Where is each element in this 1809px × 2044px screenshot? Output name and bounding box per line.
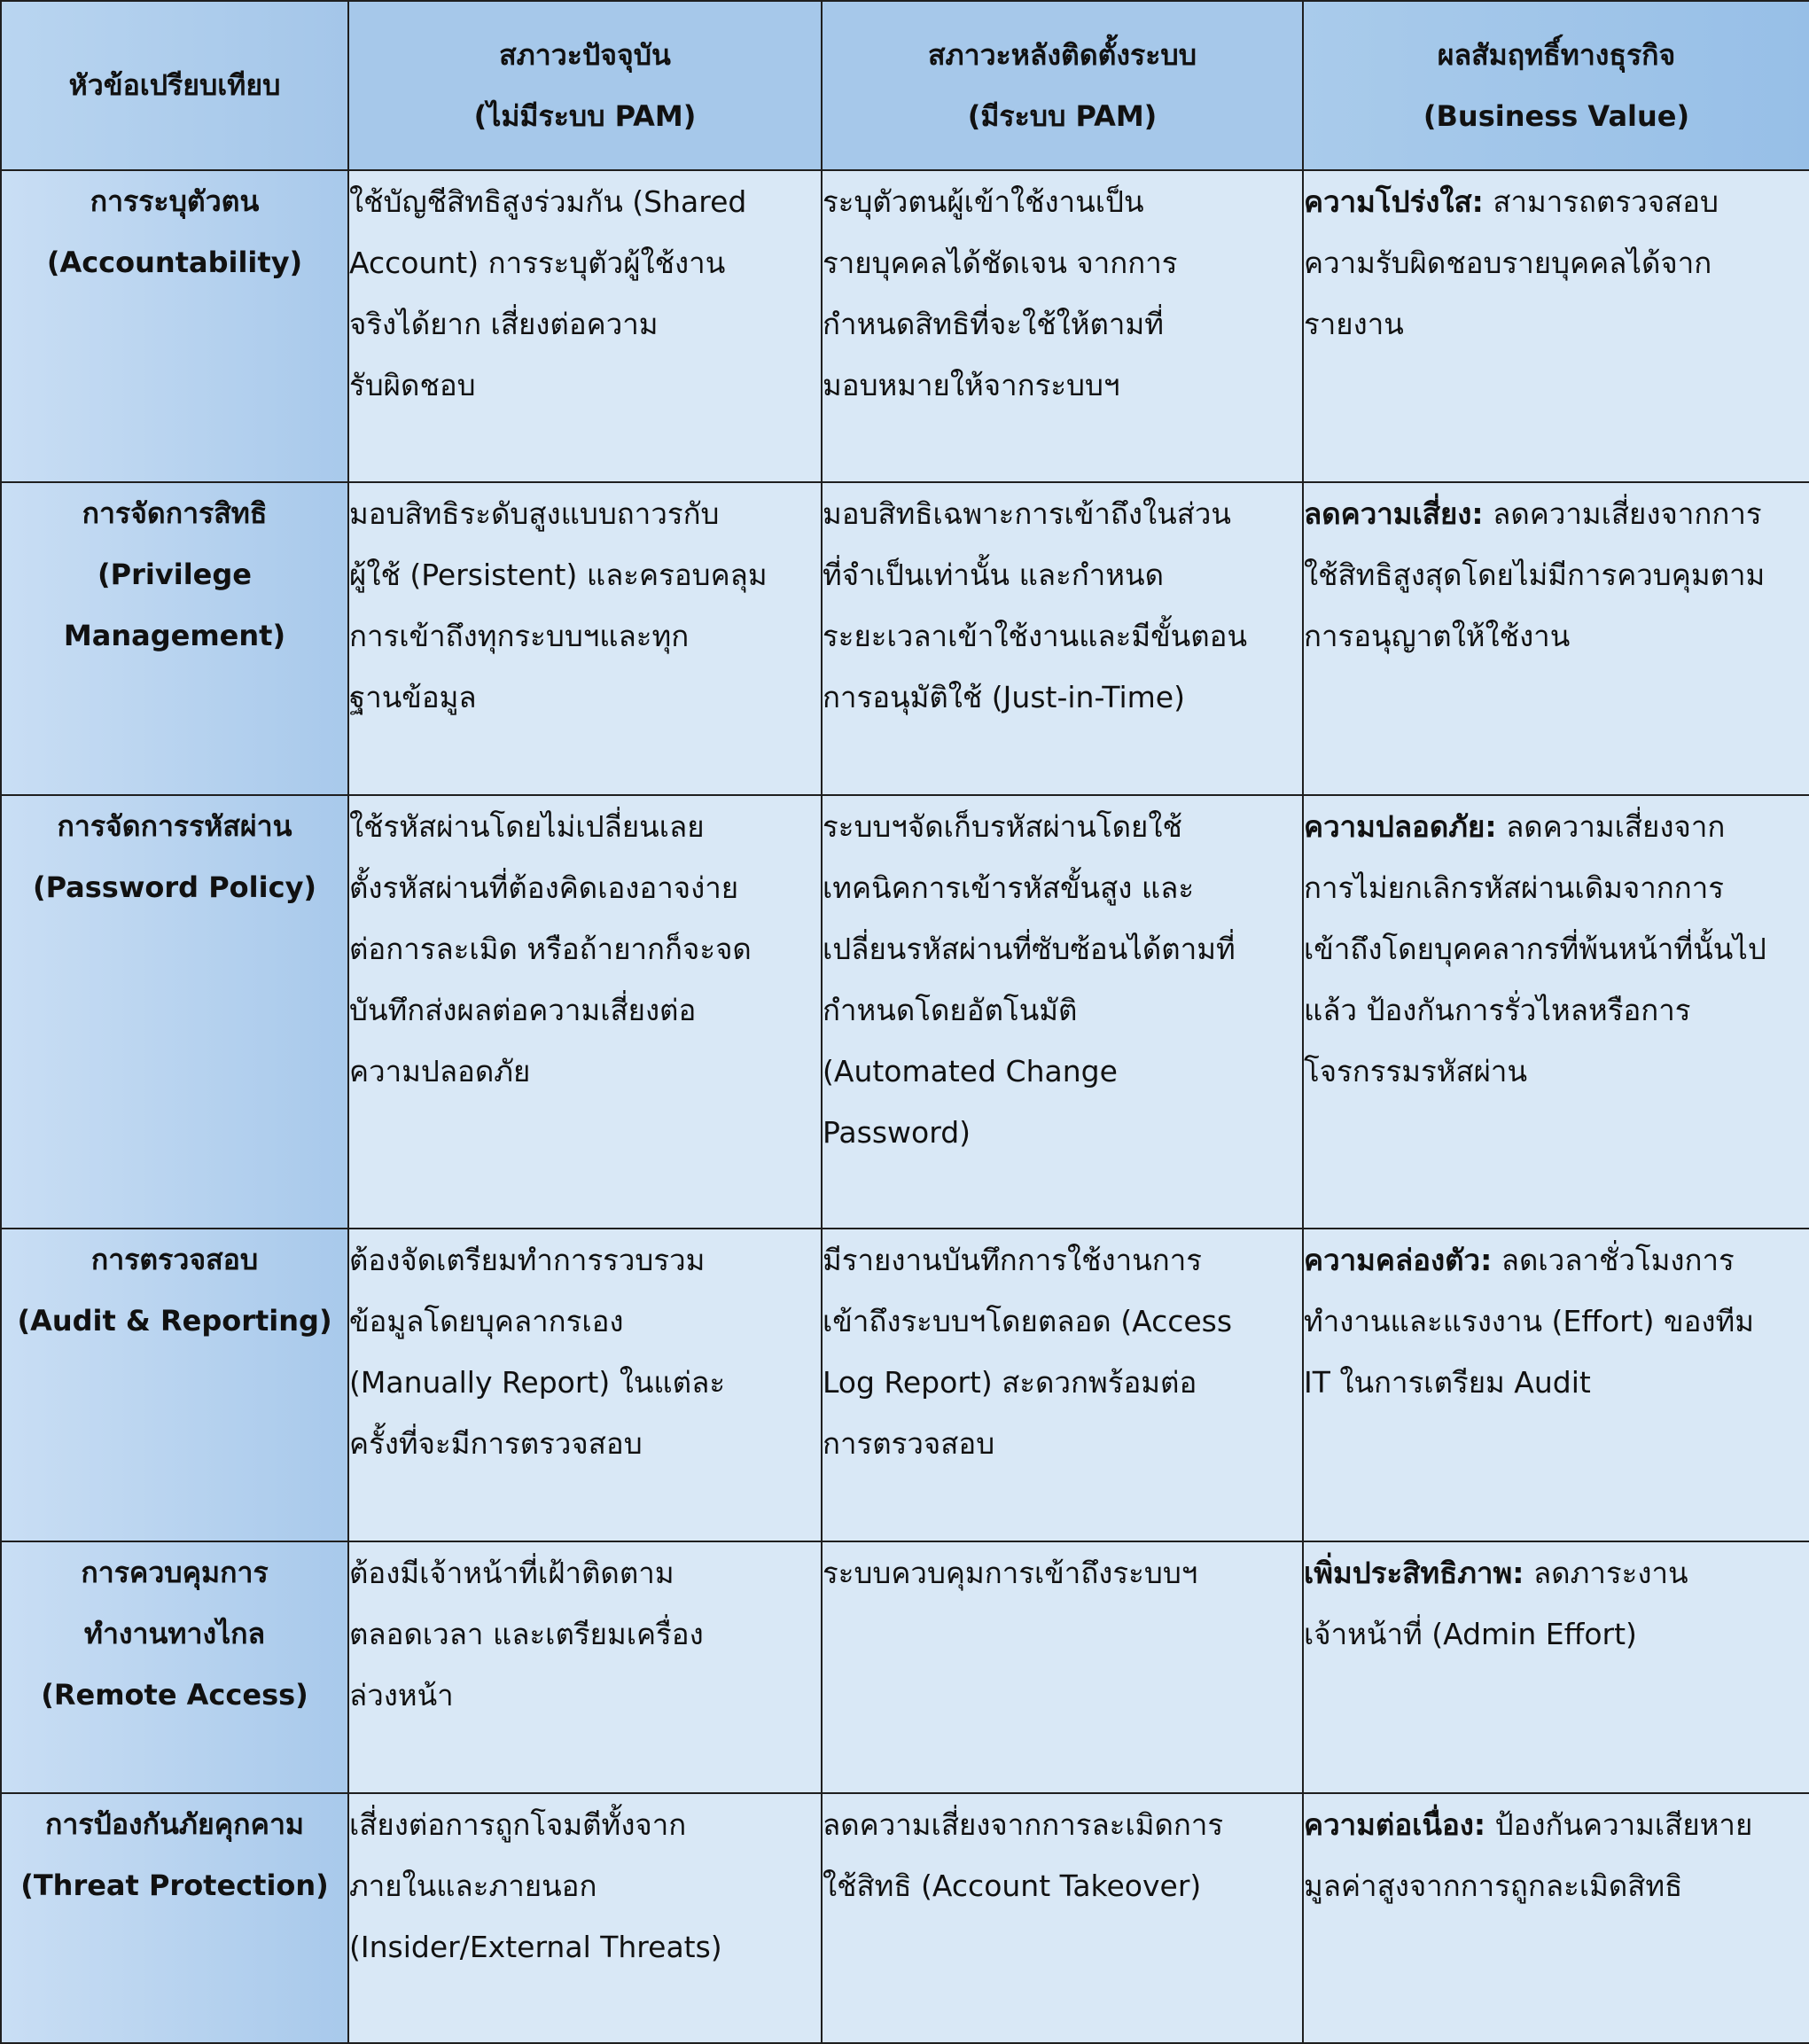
text-line: เสี่ยงต่อการถูกโจมตีทั้งจาก (349, 1807, 687, 1842)
text-line: ลดความเสี่ยงจากการละเมิดการ (823, 1807, 1224, 1842)
text-line: (Automated Change (823, 1054, 1118, 1088)
row-topic (1, 1229, 348, 1541)
text-line: กำหนดโดยอัตโนมัติ (823, 993, 1078, 1027)
current-state-cell (348, 1793, 822, 2043)
text-line: เข้าถึงโดยบุคคลากรที่พ้นหน้าที่นั้นไป (1304, 932, 1766, 966)
value-text: สามารถตรวจสอบ (1483, 184, 1719, 219)
after-state-cell (822, 795, 1303, 1229)
topic-line: (Accountability) (46, 246, 303, 279)
text-line: เจ้าหน้าที่ (Admin Effort) (1304, 1617, 1637, 1651)
text-line: ผู้ใช้ (Persistent) และครอบคลุม (349, 558, 768, 592)
topic-line: (Remote Access) (41, 1678, 308, 1712)
text-line: การตรวจสอบ (823, 1426, 995, 1461)
text-line: (Insider/External Threats) (349, 1930, 722, 1964)
header-current-line: (ไม่มีระบบ PAM) (473, 98, 697, 133)
text-line: การอนุญาตให้ใช้งาน (1304, 619, 1571, 653)
text-line: ทำงานและแรงงาน (Effort) ของทีม (1304, 1304, 1755, 1338)
text-line: รับผิดชอบ (349, 368, 476, 402)
topic-line: (Audit & Reporting) (17, 1304, 332, 1338)
text-line: Account) การระบุตัวผู้ใช้งาน (349, 246, 726, 280)
text-line: ระยะเวลาเข้าใช้งานและมีขั้นตอน (823, 619, 1248, 653)
header-value-line: (Business Value) (1423, 98, 1690, 133)
topic-line: (Password Policy) (32, 870, 317, 904)
text-line: ฐานข้อมูล (349, 680, 477, 714)
header-row (1, 1, 1809, 170)
header-current (348, 1, 822, 170)
value-keyword: เพิ่มประสิทธิภาพ: (1304, 1556, 1524, 1590)
text-line: ข้อมูลโดยบุคลากรเอง (349, 1304, 624, 1338)
text-line: ใช้สิทธิ (Account Takeover) (823, 1868, 1202, 1903)
text-line: เปลี่ยนรหัสผ่านที่ซับซ้อนได้ตามที่ (823, 932, 1236, 966)
text-line: ตลอดเวลา และเตรียมเครื่อง (349, 1617, 704, 1651)
business-value-cell (1303, 170, 1809, 482)
business-value-cell (1303, 1229, 1809, 1541)
text-line: ระบบควบคุมการเข้าถึงระบบฯ (823, 1556, 1198, 1590)
text-line: มอบหมายให้จากระบบฯ (823, 368, 1120, 402)
row-topic (1, 482, 348, 795)
header-after-line: สภาวะหลังติดตั้งระบบ (927, 37, 1197, 72)
header-topic (1, 1, 348, 170)
text-line: (Manually Report) ในแต่ละ (349, 1365, 726, 1400)
after-state-cell (822, 170, 1303, 482)
row-topic (1, 170, 348, 482)
topic-line: Management) (63, 619, 286, 652)
text-line: ล่วงหน้า (349, 1678, 454, 1712)
text-line: ตั้งรหัสผ่านที่ต้องคิดเองอาจง่าย (349, 870, 739, 905)
text-line: การเข้าถึงทุกระบบฯและทุก (349, 619, 690, 653)
text-line: ใช้สิทธิสูงสุดโดยไม่มีการควบคุมตาม (1304, 558, 1766, 592)
value-text: ลดความเสี่ยงจากการ (1483, 496, 1762, 531)
business-value-cell (1303, 1793, 1809, 2043)
text-line: ความรับผิดชอบรายบุคคลได้จาก (1304, 246, 1712, 280)
topic-line: การจัดการสิทธิ (82, 496, 268, 530)
topic-line: การป้องกันภัยคุกคาม (44, 1807, 305, 1841)
text-line: Password) (823, 1115, 971, 1150)
text-line: แล้ว ป้องกันการรั่วไหลหรือการ (1304, 993, 1691, 1027)
topic-line: การจัดการรหัสผ่าน (57, 809, 292, 843)
table-row (1, 170, 1809, 482)
text-line: การอนุมัติใช้ (Just-in-Time) (823, 680, 1185, 714)
text-line: เข้าถึงระบบฯโดยตลอด (Access (823, 1304, 1233, 1338)
after-state-cell (822, 482, 1303, 795)
value-keyword: ความต่อเนื่อง: (1304, 1807, 1486, 1842)
topic-line: การควบคุมการ (81, 1556, 269, 1589)
table-row (1, 1229, 1809, 1541)
text-line: IT ในการเตรียม Audit (1304, 1365, 1591, 1400)
text-line (1304, 483, 1809, 544)
topic-line: การระบุตัวตน (90, 184, 260, 218)
text-line: รายบุคคลได้ชัดเจน จากการ (823, 246, 1178, 280)
header-value-line: ผลสัมฤทธิ์ทางธุรกิจ (1437, 37, 1676, 72)
text-line: มอบสิทธิระดับสูงแบบถาวรกับ (349, 496, 720, 531)
text-line: ต้องมีเจ้าหน้าที่เฝ้าติดตาม (349, 1556, 674, 1590)
current-state-cell (348, 482, 822, 795)
header-after-line: (มีระบบ PAM) (967, 98, 1158, 133)
text-line: มอบสิทธิเฉพาะการเข้าถึงในส่วน (823, 496, 1231, 531)
text-line (1304, 796, 1809, 857)
current-state-cell (348, 795, 822, 1229)
text-line (1304, 1229, 1809, 1291)
text-line: โจรกรรมรหัสผ่าน (1304, 1054, 1528, 1088)
text-line (1304, 1542, 1809, 1603)
header-after (822, 1, 1303, 170)
after-state-cell (822, 1541, 1303, 1793)
row-topic (1, 1793, 348, 2043)
table-row (1, 795, 1809, 1229)
value-text: ป้องกันความเสียหาย (1485, 1807, 1753, 1842)
text-line: ระบบฯจัดเก็บรหัสผ่านโดยใช้ (823, 809, 1182, 844)
table-row (1, 1541, 1809, 1793)
text-line: Log Report) สะดวกพร้อมต่อ (823, 1365, 1197, 1400)
after-state-cell (822, 1793, 1303, 2043)
topic-line: การตรวจสอบ (90, 1243, 259, 1276)
text-line (1304, 171, 1809, 232)
topic-line: (Threat Protection) (20, 1868, 329, 1902)
current-state-cell (348, 170, 822, 482)
value-text: ลดความเสี่ยงจาก (1496, 809, 1726, 844)
text-line: ต่อการละเมิด หรือถ้ายากก็จะจด (349, 932, 752, 966)
table-row (1, 482, 1809, 795)
header-value (1303, 1, 1809, 170)
value-keyword: ลดความเสี่ยง: (1304, 496, 1484, 531)
row-topic (1, 795, 348, 1229)
business-value-cell (1303, 482, 1809, 795)
text-line: การไม่ยกเลิกรหัสผ่านเดิมจากการ (1304, 870, 1724, 905)
text-line: ต้องจัดเตรียมทำการรวบรวม (349, 1243, 706, 1277)
table-row (1, 1793, 1809, 2043)
value-keyword: ความคล่องตัว: (1304, 1243, 1493, 1277)
row-topic (1, 1541, 348, 1793)
text-line (1304, 1794, 1809, 1855)
text-line: เทคนิคการเข้ารหัสขั้นสูง และ (823, 870, 1195, 905)
header-topic-label: หัวข้อเปรียบเทียบ (68, 68, 281, 102)
topic-line: ทำงานทางไกล (83, 1617, 266, 1650)
topic-line: (Privilege (97, 558, 252, 591)
value-keyword: ความปลอดภัย: (1304, 809, 1497, 844)
text-line: รายงาน (1304, 307, 1404, 341)
current-state-cell (348, 1541, 822, 1793)
text-line: ใช้รหัสผ่านโดยไม่เปลี่ยนเลย (349, 809, 705, 844)
text-line: มีรายงานบันทึกการใช้งานการ (823, 1243, 1202, 1277)
business-value-cell (1303, 795, 1809, 1229)
text-line: มูลค่าสูงจากการถูกละเมิดสิทธิ (1304, 1868, 1683, 1903)
text-line: ครั้งที่จะมีการตรวจสอบ (349, 1426, 643, 1461)
text-line: บันทึกส่งผลต่อความเสี่ยงต่อ (349, 993, 697, 1027)
text-line: ใช้บัญชีสิทธิสูงร่วมกัน (Shared (349, 184, 747, 219)
text-line: จริงได้ยาก เสี่ยงต่อความ (349, 307, 659, 341)
text-line: ที่จำเป็นเท่านั้น และกำหนด (823, 558, 1165, 592)
value-keyword: ความโปร่งใส: (1304, 184, 1484, 219)
text-line: ภายในและภายนอก (349, 1868, 597, 1903)
value-text: ลดภาระงาน (1524, 1556, 1688, 1590)
current-state-cell (348, 1229, 822, 1541)
text-line: ระบุตัวตนผู้เข้าใช้งานเป็น (823, 184, 1144, 219)
after-state-cell (822, 1229, 1303, 1541)
value-text: ลดเวลาชั่วโมงการ (1492, 1243, 1735, 1277)
text-line: ความปลอดภัย (349, 1054, 531, 1088)
business-value-cell (1303, 1541, 1809, 1793)
header-current-line: สภาวะปัจจุบัน (499, 37, 671, 72)
text-line: กำหนดสิทธิที่จะใช้ให้ตามที่ (823, 307, 1164, 341)
